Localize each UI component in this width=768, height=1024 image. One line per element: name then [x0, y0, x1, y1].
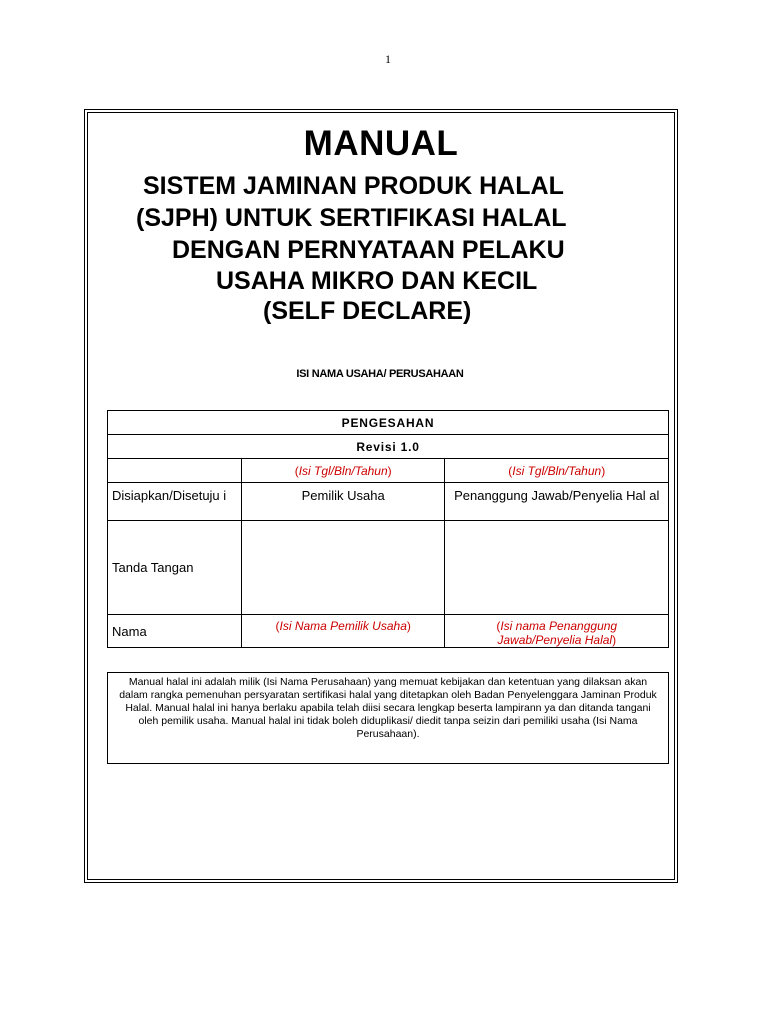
subtitle-line-5: (SELF DECLARE): [263, 297, 472, 325]
subtitle-line-1: SISTEM JAMINAN PRODUK HALAL: [143, 172, 564, 200]
supervisor-name-placeholder[interactable]: (Isi nama Penanggung Jawab/Penyelia Halal): [445, 615, 669, 648]
revision-label: Revisi 1.0: [108, 435, 669, 459]
supervisor-date-placeholder: (Isi Tgl/Bln/Tahun): [445, 459, 669, 483]
owner-date-placeholder: (Isi Tgl/Bln/Tahun): [241, 459, 445, 483]
supervisor-signature-field[interactable]: [445, 521, 669, 615]
role-row: [108, 483, 669, 521]
subtitle-line-4: USAHA MIKRO DAN KECIL: [216, 267, 538, 295]
ownership-notice: Manual halal ini adalah milik (Isi Nama Perusahaan) yang memuat kebijakan dan ketentuan yang dilaksan akan dalam rangka pemenuhan persyaratan sertifikasi halal yang ditetapkan oleh Badan Penyelenggara Jaminan Produk Halal. Manual halal ini hanya berlaku apabila telah diisi secara lengkap beserta lampirann ya dan ditanda tangani oleh pemilik usaha. Manual halal ini tidak boleh diduplikasi/ diedit tanpa seizin dari pemiliki usaha (Isi Nama Perusahaan).: [107, 672, 669, 764]
owner-role-label: Pemilik Usaha: [241, 483, 445, 521]
page-number: 1: [385, 52, 391, 66]
document-title: MANUAL: [303, 124, 459, 163]
owner-name-placeholder[interactable]: (Isi Nama Pemilik Usaha): [241, 615, 445, 648]
signature-label: Tanda Tangan: [108, 521, 242, 615]
supervisor-role-label: Penanggung Jawab/Penyelia Hal al: [445, 483, 669, 521]
approval-header: PENGESAHAN: [108, 411, 669, 435]
subtitle-line-2: (SJPH) UNTUK SERTIFIKASI HALAL: [136, 204, 567, 232]
revision-row: [108, 435, 669, 459]
name-row: [108, 615, 669, 648]
signature-row: [108, 521, 669, 615]
date-row-empty-cell: [108, 459, 242, 483]
name-label: Nama: [108, 615, 242, 648]
owner-signature-field[interactable]: [241, 521, 445, 615]
prepared-approved-label: Disiapkan/Disetuju i: [108, 483, 242, 521]
date-row: [108, 459, 669, 483]
subtitle-line-3: DENGAN PERNYATAAN PELAKU: [172, 236, 565, 264]
approval-header-row: [108, 411, 669, 435]
company-name-placeholder: ISI NAMA USAHA/ PERUSAHAAN: [296, 368, 464, 380]
approval-table: [107, 410, 669, 648]
